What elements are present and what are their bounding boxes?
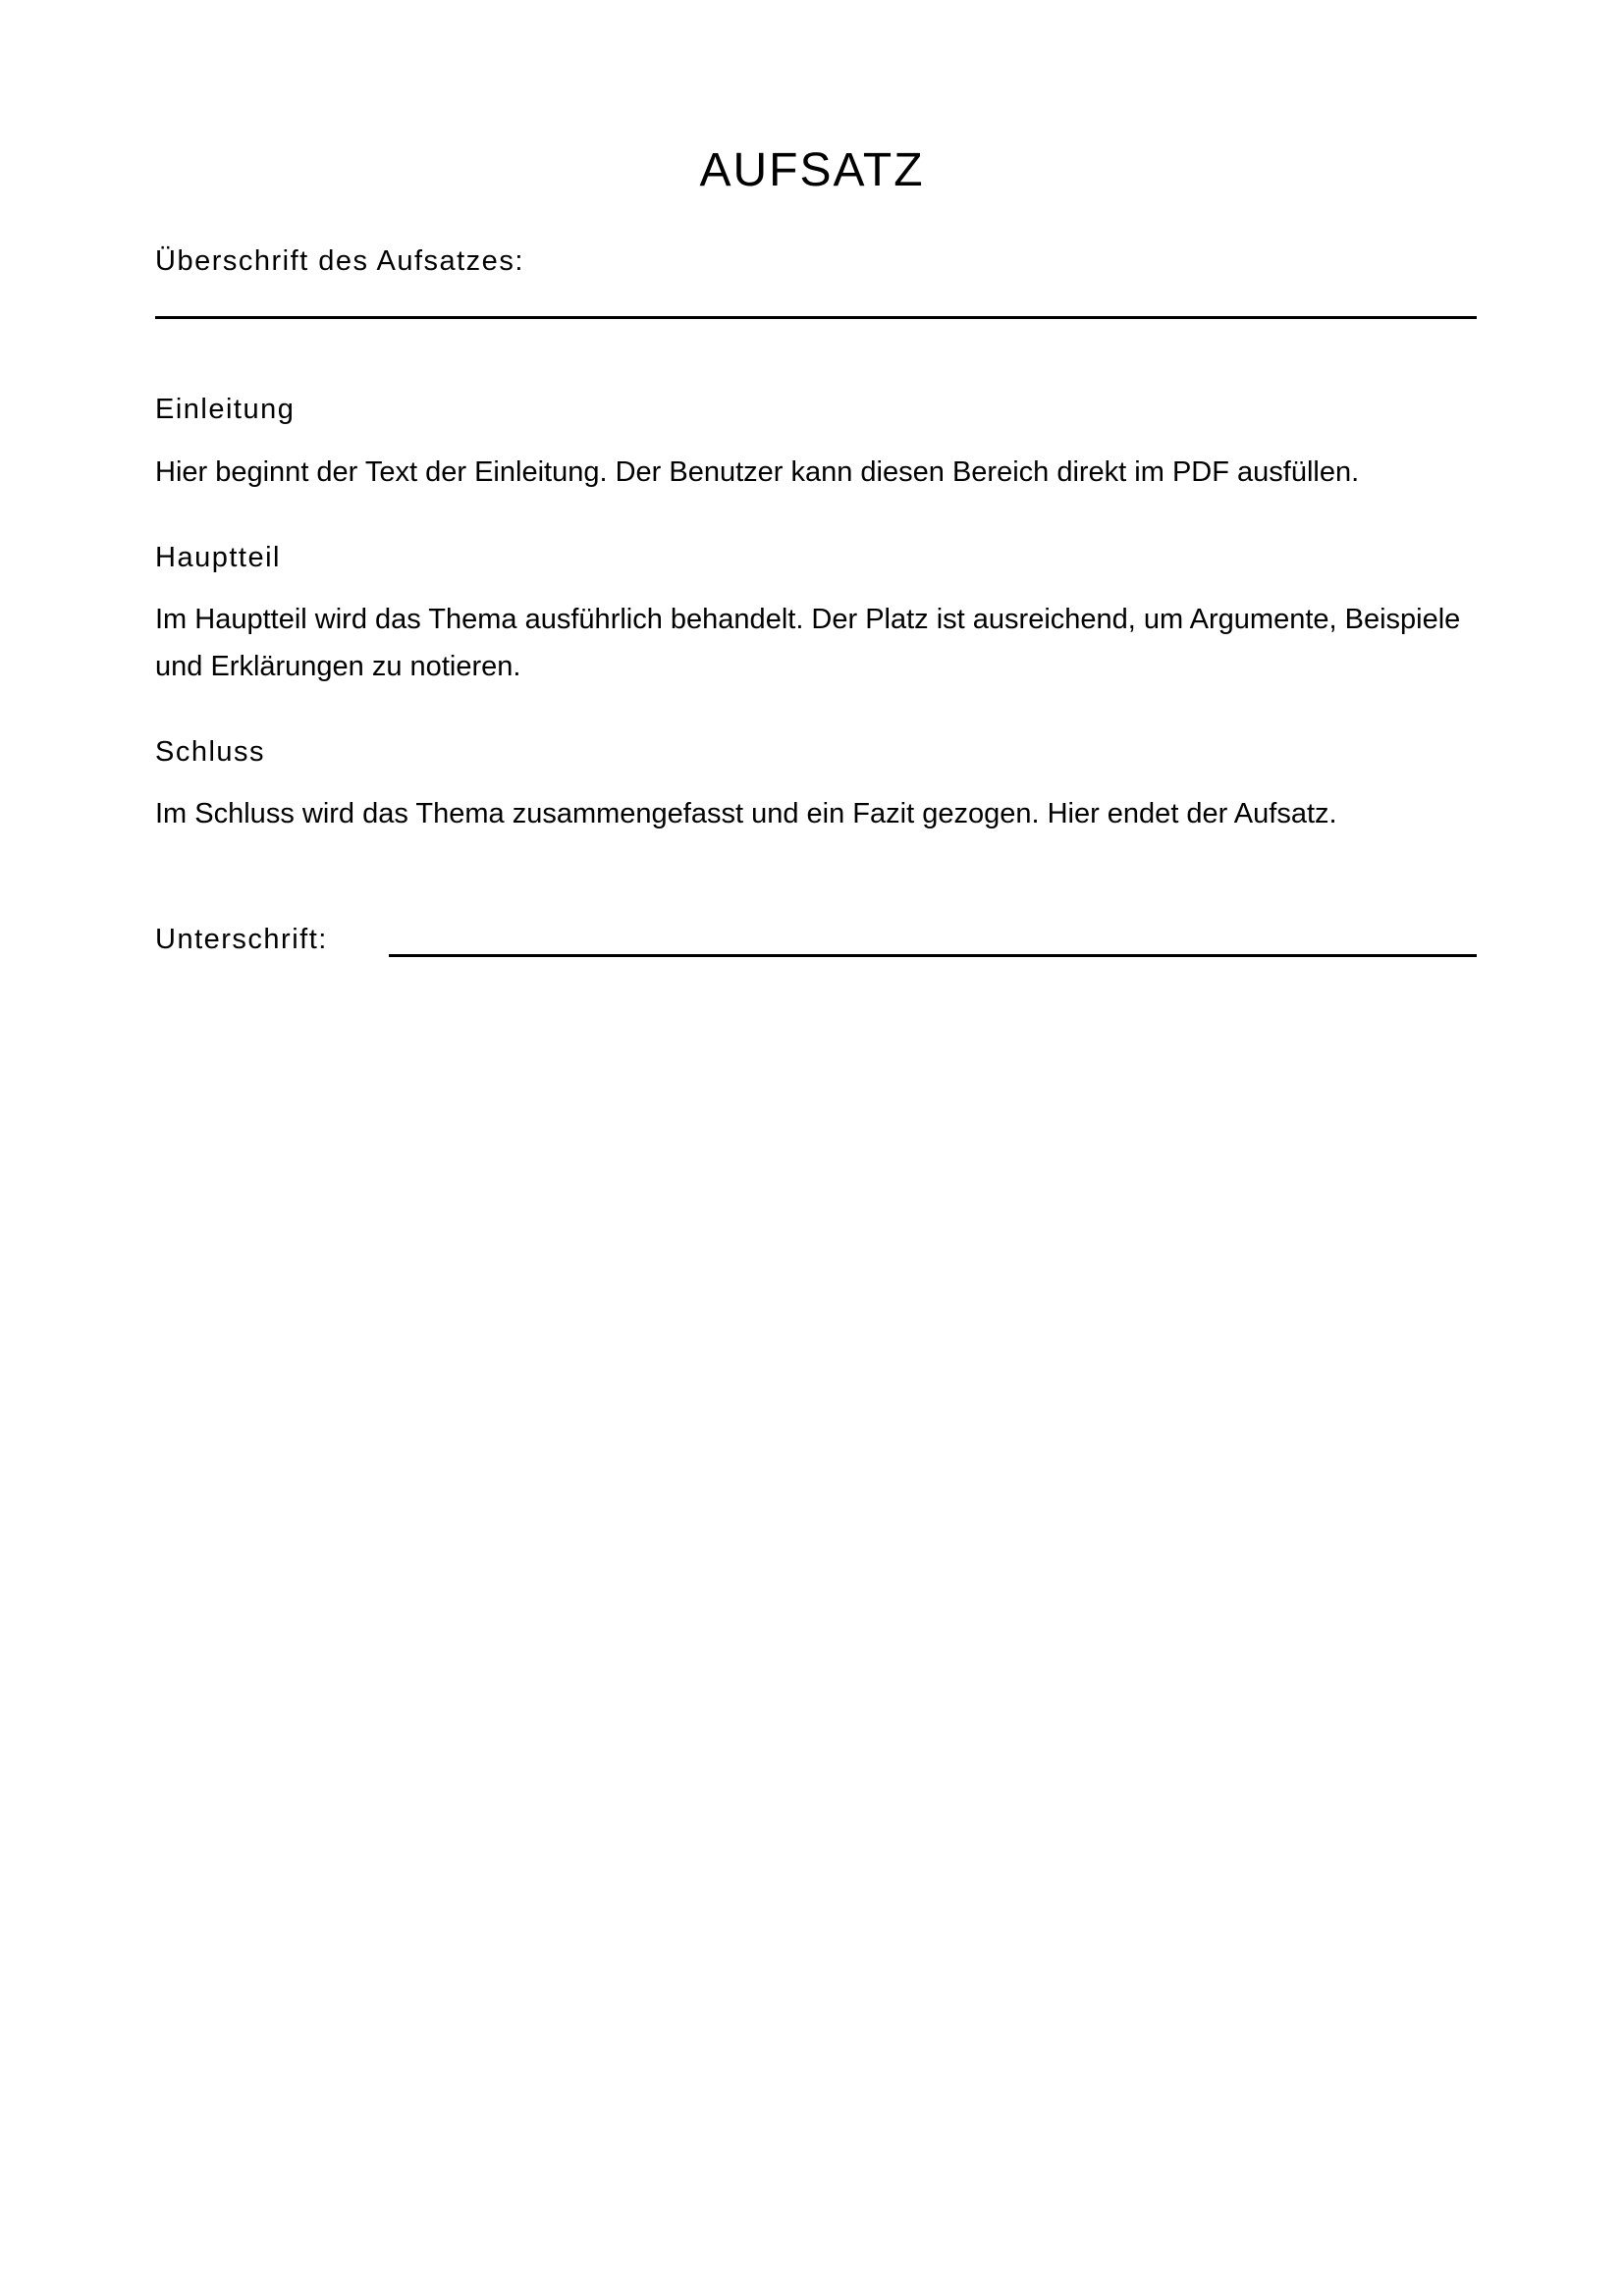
intro-text[interactable]: Hier beginnt der Text der Einleitung. Der Benutzer kann diesen Bereich direkt im PDF ausfüllen. [155, 456, 1360, 488]
intro-heading: Einleitung [155, 394, 296, 425]
signature-line [389, 954, 1477, 957]
heading-input[interactable] [155, 271, 1477, 314]
signature-input[interactable] [389, 909, 1477, 952]
main-text[interactable]: Im Hauptteil wird das Thema ausführlich behandelt. Der Platz ist ausreichend, um Argumente, Beispiele und Erklärungen zu notieren. [155, 604, 1461, 682]
document-title: AUFSATZ [699, 144, 925, 197]
conclusion-heading: Schluss [155, 736, 266, 768]
heading-field-line [155, 316, 1477, 319]
heading-field-label: Überschrift des Aufsatzes: [155, 245, 524, 277]
main-heading: Hauptteil [155, 542, 281, 573]
conclusion-text[interactable]: Im Schluss wird das Thema zusammengefasst und ein Fazit gezogen. Hier endet der Aufsatz. [155, 798, 1337, 829]
signature-label: Unterschrift: [155, 924, 328, 955]
